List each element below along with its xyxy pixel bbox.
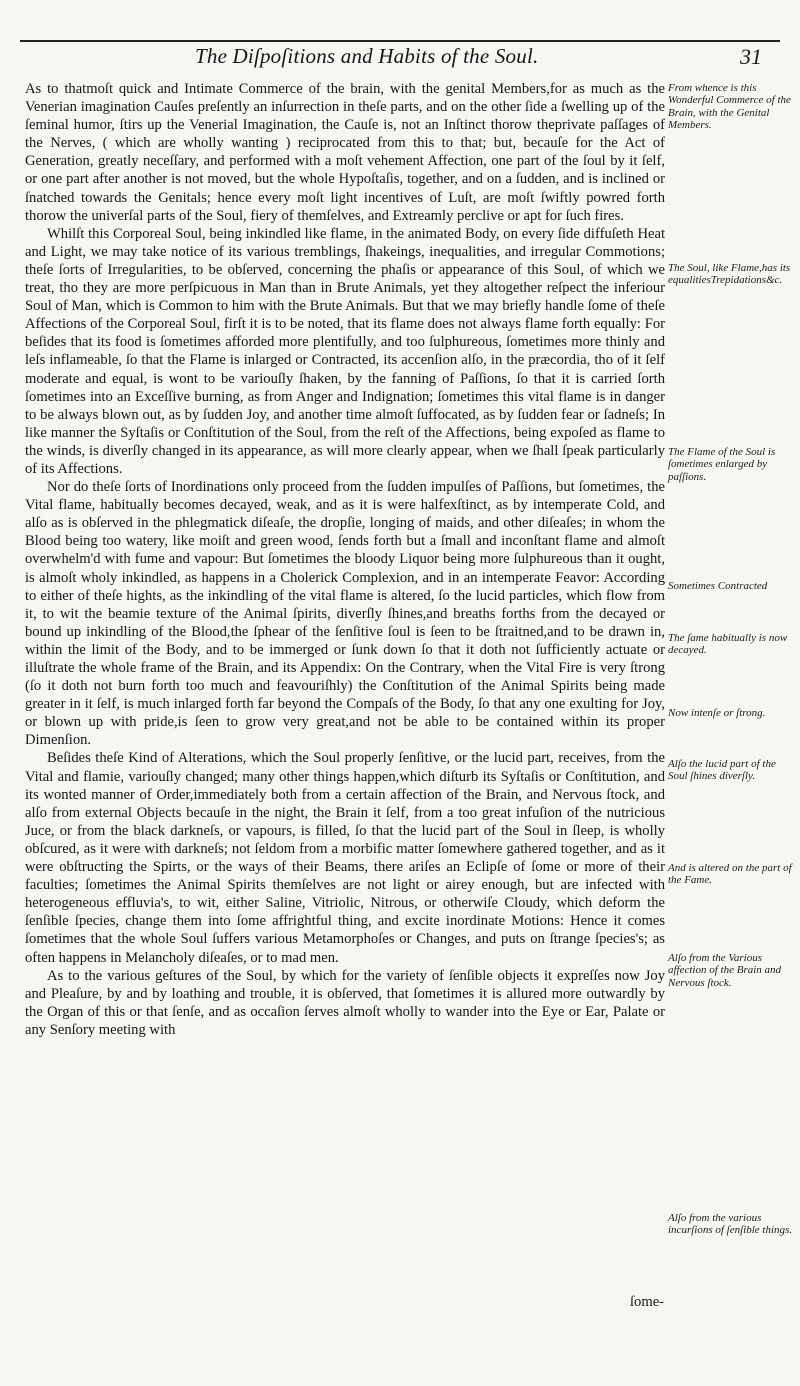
paragraph-3: Nor do theſe ſorts of Inordinations only proceed from the ſudden impulſes of Paſſions, but ſometimes, the Vital flame, habitually becomes decayed, weak, and as it is were halfexſtinct, as by intemperate Cold, and alſo as is obſerved in the phlegmatick diſeaſe, the dropſie, longing of maids, and other diſeaſes; in whom the Blood being too watery, like moiſt and green wood, ſends forth but a ſmall and inconſtant flame and almoſt overwhelm'd with fume and vapour: But ſometimes the bloody Liquor being more ſulphureous than it ought, is almoſt wholy inkindled, as happens in a Cholerick Complexion, and in an intemperate Feavor: According to either of theſe hights, as the inkindling of the vital flame is altered, ſo the lucid particles, which flow from it, to wit the beamie texture of the Animal ſpirits, diverſly ſhines,and breaths forths from the decayed or bound up inkindling of the Blood,the ſphear of the ſenſitive ſoul is ſeen to be ſtraitned,and to be drawn in, within the limit of the Body, and to be immerged or ſunk down ſo that it doth not ſufficiently actuate or illuſtrate the whole frame of the Brain, and its Appendix: On the Contrary, when the Vital Fire is very ſtrong (ſo it doth not burn forth too much and feavouriſhly) the Conſtitution of the Animal Spirits being made greater in it ſelf, is much inlarged forth far beyond the Compaſs of the Body, ſo that any one exulting for Joy, or blown up with pride,is ſeen to grow very great,and not be able to be contained within its proper Dimenſion. <box>25 479 665 749</box>
margin-note-10: Alſo from the various incurſions of ſenſible things. <box>668 1212 793 1237</box>
running-head: The Diſpoſitions and Habits of the Soul. <box>195 44 539 68</box>
margin-note-1: From whence is this Wonderful Commerce of the Brain, with the Genital Members. <box>668 82 791 132</box>
main-text <box>25 80 665 1039</box>
margin-note-3: The Flame of the Soul is ſometimes enlarged by paſſions. <box>668 446 776 483</box>
margin-note-4: Sometimes Contracted <box>668 580 768 592</box>
paragraph-1: As to thatmoſt quick and Intimate Commerce of the brain, with the genital Members,for as much as the Venerian imagination Cauſes preſently an inſurrection in theſe parts, and on the other ſide a ſwelling up of the ſeminal humor, ſtirs up the Venerial Imagination, the Cauſe is, not an Inſtinct thorow theprivate paſſages of the Nerves, ( which are wholly wanting ) reciprocated from this to that; but, becauſe for the Act of Generation, greatly neceſſary, and performed with a moſt vehement Affection, one part of the ſoul by it ſelf, or one part after another is not moved, but the whole Hypoſtaſis, together, and on a ſudden, and is inclined or ſnatched towards the Genitals; hence every moſt light incentives of Luſt, are moſt ſwiftly powred forth thorow the univerſal parts of the Soul, fiery of themſelves, and Extreamly perclive or apt for ſuch fires. <box>25 81 665 224</box>
margin-note-5: The ſame habitually is now decayed. <box>668 632 788 657</box>
page-number: 31 <box>740 44 762 69</box>
margin-note-6: Now intenſe or ſtrong. <box>668 707 766 719</box>
paragraph-2: Whilſt this Corporeal Soul, being inkindled like flame, in the animated Body, on every ſide diffuſeth Heat and Light, we may take notice of its various tremblings, ſhakeings, inequalities, and irregular Commotions; theſe ſorts of Irregularities, to be obſerved, concerning the phaſis or appearance of this Soul, of which we treat, tho they are more perſpicuous in Man than in Brute Animals, yet they altogether reſpect the inferiour Soul of Man, which is Common to him with the Brute Animals. But that we may briefly handle ſome of theſe Affections of the Corporeal Soul, firſt it is to be noted, that its flame does not always flame forth equally: For beſides that its food is ſometimes afforded more plentifully, and too ſulphureous, ſometimes more thinly and leſs inflameable, ſo that the Flame is inlarged or Contracted, its accenſion alſo, in the præcordia, tho of it ſelf moderate and equal, is wont to be variouſly ſhaken, by the fanning of Paſſions, ſo that it is carried ſorth ſometimes into an Exceſſive burning, as from Anger and Indignation; ſometimes this vital flame is in danger to be always blown out, as by ſudden Joy, and another time almoſt ſuffocated, as by ſudden fear or ſadneſs; In like manner the Syſtaſis or Conſtitution of the Soul, from the reſt of the Affections, being expoſed as flame to the winds, is diverſly changed in its appearance, as will more clearly appear, when we ſhall ſpeak particularly of its Affections. <box>25 225 665 477</box>
margin-note-2: The Soul, like Flame,has its equalitiesTrepidations&c. <box>668 262 791 287</box>
paragraph-5: As to the various geſtures of the Soul, by which for the variety of ſenſible objects it expreſſes now Joy and Pleaſure, by and by loathing and trouble, it is obſerved, that ſometimes it is allured more outwardly by the Organ of this or that ſenſe, and as occaſion ſerves almoſt wholly to wander into the Eye or Ear, Palate or any Senſory meeting with <box>25 967 665 1038</box>
margin-note-7: Alſo the lucid part of the Soul ſhines diverſly. <box>668 758 776 783</box>
margin-note-9: Alſo from the Various affection of the Brain and Nervous ſtock. <box>668 952 782 989</box>
header-rule <box>20 40 780 42</box>
catchword: ſome- <box>630 1294 665 1310</box>
paragraph-4: Beſides theſe Kind of Alterations, which the Soul properly ſenſitive, or the lucid part, receives, from the Vital and flamie, variouſly changed; many other things happen,which diſturb its Syſtaſis or Conſtitution, and its wonted manner of Order,immediately both from a certain affection of the Brain, and Nervous ſtock, and alſo from external Objects becauſe in the night, the Brain it ſelf, from a too great infuſion of the nutricious Juce, or from the black darkneſs, or vapours, is filled, ſo that the lucid part of the Soul in ſleep, is wholly obſcured, as it were with darkneſs; not ſeldom from a morbific matter ſomewhere gathered together, and as it were obſtructing the Spirts, or the ways of their Beams, there ariſes an Eclipſe of ſome or more of their faculties; ſometimes the Animal Spirits themſelves are not light or airey enough, but are infected with heterogeneous effluvia's, to wit, either Saline, Vitriolic, Nitrous, or otherwiſe Cloudy, which deform the ſenſible ſpecies, change them into ſome affrightful thing, and excite inordinate Motions: Hence it comes ſometimes that the whole Soul ſuffers various Metamorphoſes or Changes, and puts on ſtrange ſpecies's; as often happens in Melancholy diſeaſes, or to mad men. <box>25 750 665 966</box>
margin-note-8: And is altered on the part of the Fame. <box>668 862 792 887</box>
